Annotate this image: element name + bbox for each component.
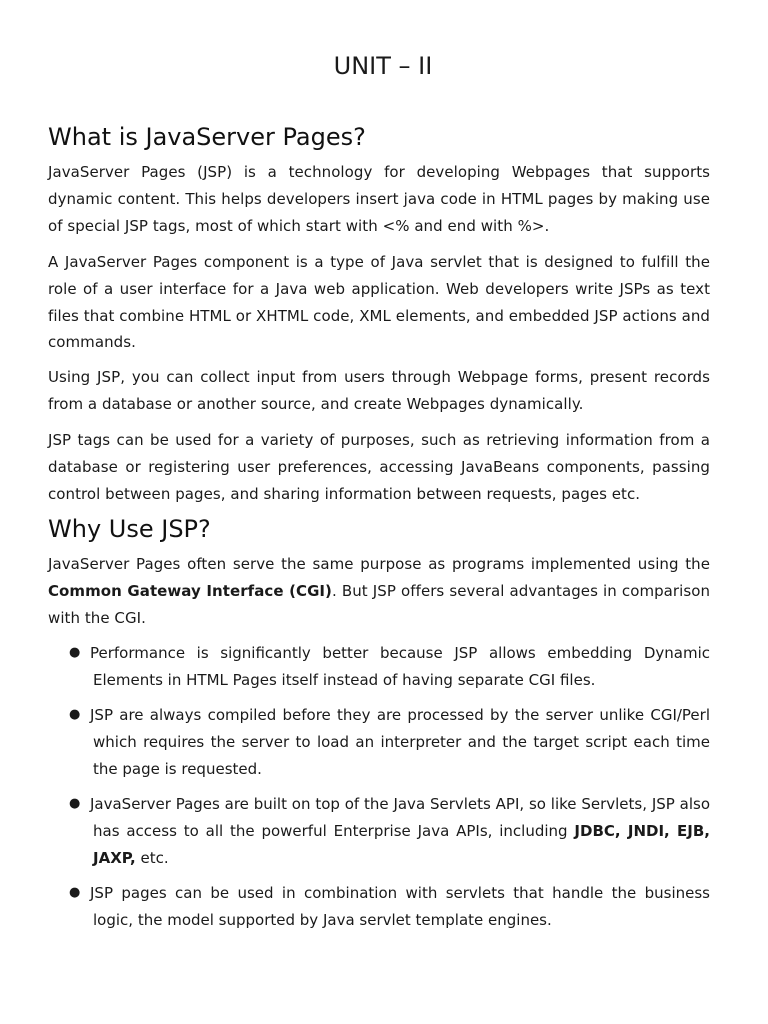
bullet-icon: ● — [69, 707, 81, 723]
intro-text-after: . But JSP offers several advantages in comparison with the CGI. — [48, 581, 710, 627]
advantages-list — [48, 640, 710, 942]
intro-text-before: JavaServer Pages often serve the same purpose as programs implemented using the — [48, 555, 710, 573]
list-item — [48, 791, 710, 871]
paragraph-jsp-component: A JavaServer Pages component is a type of Java servlet that is designed to fulfill the role of a user interface for a Java web application. Web developers write JSPs as text files that combine HTML or XHTML code, XML elements, and embedded JSP actions and commands. — [48, 253, 710, 352]
bullet-icon: ● — [69, 885, 81, 901]
list-item-text-before: JavaServer Pages are built on top of the Java Servlets API, so like Servlets, JSP also has access to all the powerful Enterprise Java APIs, including — [90, 795, 710, 840]
paragraph-using-jsp: Using JSP, you can collect input from users through Webpage forms, present records from a database or another source, and create Webpages dynamically. — [48, 368, 710, 413]
paragraph-jsp-tags: JSP tags can be used for a variety of purposes, such as retrieving information from a database or registering user preferences, accessing JavaBeans components, passing control between pages, and sharing information between requests, pages etc. — [48, 431, 710, 503]
section-heading-what-is-jsp: What is JavaServer Pages? — [48, 123, 366, 151]
intro-bold-cgi: Common Gateway Interface (CGI) — [48, 581, 332, 600]
list-item — [48, 702, 710, 782]
list-item-bold-apis: JDBC, JNDI, EJB, JAXP, — [93, 821, 710, 867]
list-item-text-after: etc. — [135, 848, 169, 867]
section-heading-why-use-jsp: Why Use JSP? — [48, 515, 211, 543]
paragraph-jsp-definition: JavaServer Pages (JSP) is a technology for developing Webpages that supports dynamic content. This helps developers insert java code in HTML pages by making use of special JSP tags, most of which start with <% and end with %>. — [48, 163, 710, 235]
list-item-text — [90, 791, 710, 871]
list-item — [48, 640, 710, 694]
list-item-text: Performance is significantly better because JSP allows embedding Dynamic Elements in HTML Pages itself instead of having separate CGI files. — [90, 644, 710, 689]
list-item-text: JSP are always compiled before they are processed by the server unlike CGI/Perl which requires the server to load an interpreter and the target script each time the page is requested. — [90, 706, 710, 778]
paragraph-why-intro — [48, 551, 710, 631]
unit-title: UNIT – II — [333, 52, 433, 80]
bullet-icon: ● — [69, 645, 81, 660]
bullet-icon: ● — [69, 796, 81, 812]
list-item — [48, 880, 710, 934]
list-item-text: JSP pages can be used in combination with servlets that handle the business logic, the model supported by Java servlet template engines. — [90, 884, 710, 929]
